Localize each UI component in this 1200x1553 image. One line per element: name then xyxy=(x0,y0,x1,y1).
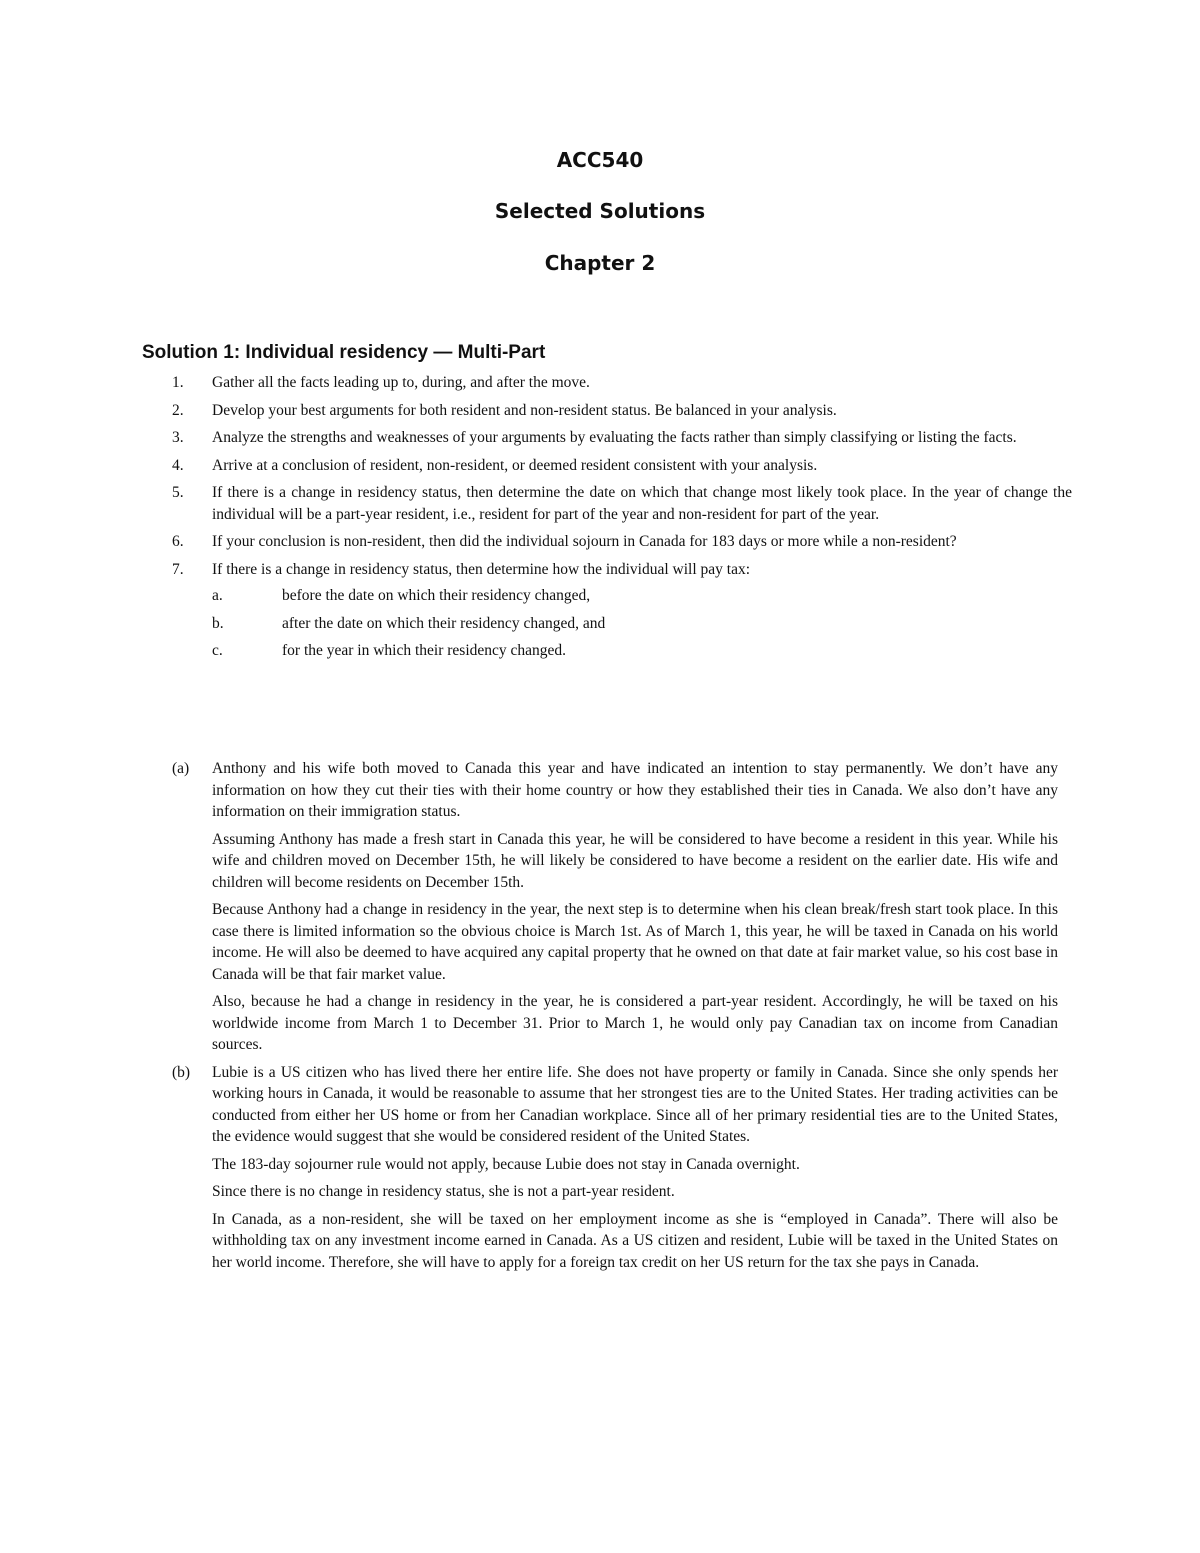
step-number: 2. xyxy=(172,401,184,419)
step-text: Arrive at a conclusion of resident, non-resident, or deemed resident consistent with your analysis. xyxy=(212,456,818,474)
step-item xyxy=(172,559,1072,662)
substep-text: before the date on which their residency changed, xyxy=(282,587,591,604)
step-number: 5. xyxy=(172,484,184,501)
step-number: 3. xyxy=(172,429,184,446)
step-item xyxy=(172,531,1072,553)
part-label: (b) xyxy=(172,1063,191,1081)
substep-item xyxy=(212,640,1072,662)
steps-list xyxy=(172,372,1072,668)
substep-letter: c. xyxy=(212,642,223,659)
step-number: 7. xyxy=(172,560,184,578)
substep-text: after the date on which their residency changed, and xyxy=(282,614,606,632)
part-paragraph: Assuming Anthony has made a fresh start in Canada this year, he will be considered to have become a resident in this year. While his wife and children moved on December 15th, he will likely be considered to have become a resident on the earlier date. His wife and children will become residents on December 15th. xyxy=(212,830,1058,891)
substep-item xyxy=(212,585,1072,607)
part-paragraph: Since there is no change in residency status, she is not a part-year resident. xyxy=(212,1183,675,1200)
answer-parts xyxy=(172,758,1058,1279)
part-paragraph: The 183-day sojourner rule would not apply, because Lubie does not stay in Canada overnight. xyxy=(212,1155,800,1173)
part-paragraph: In Canada, as a non-resident, she will be taxed on her employment income as she is “employed in Canada”. There will also be withholding tax on any investment income earned in Canada. As a US citizen and resident, Lubie will be taxed in the United States on her world income. Therefore, she will have to apply for a foreign tax credit on her US return for the tax she pays in Canada. xyxy=(212,1210,1058,1271)
substep-letter: b. xyxy=(212,614,224,632)
document-subtitle: Selected Solutions xyxy=(494,199,706,223)
step-item xyxy=(172,400,1072,422)
substeps-list xyxy=(212,585,1072,662)
chapter-title: Chapter 2 xyxy=(544,251,656,275)
part-paragraph: Lubie is a US citizen who has lived there her entire life. She does not have property or family in Canada. Since she only spends her working hours in Canada, it would be reasonable to assume that her strongest ties are to the United States. Her trading activities can be conducted from either her US home or from her Canadian workplace. Since all of her primary residential ties are to the United States, the evidence would suggest that she would be considered resident of the United States. xyxy=(212,1063,1058,1145)
step-number: 1. xyxy=(172,374,184,391)
step-text: Gather all the facts leading up to, during, and after the move. xyxy=(212,374,590,391)
step-item xyxy=(172,482,1072,525)
part-b xyxy=(172,1062,1058,1274)
step-item xyxy=(172,427,1072,449)
step-text: If there is a change in residency status, then determine how the individual will pay tax: xyxy=(212,560,751,578)
part-paragraph: Because Anthony had a change in residency in the year, the next step is to determine when his clean break/fresh start took place. In this case there is limited information so the obvious choice is March 1st. As of March 1, this year, he will be taxed in Canada on his world income. He will also be deemed to have acquired any capital property that he owned on that date at fair market value, so his cost base in Canada will be that fair market value. xyxy=(212,901,1058,983)
step-text: If there is a change in residency status, then determine the date on which that change most likely took place. In the year of change the individual will be a part-year resident, i.e., resident for part of the year and non-resident for part of the year. xyxy=(212,484,1072,523)
step-text: If your conclusion is non-resident, then did the individual sojourn in Canada for 183 days or more while a non-resident? xyxy=(212,533,957,550)
part-a xyxy=(172,758,1058,1056)
step-number: 6. xyxy=(172,533,184,550)
substep-letter: a. xyxy=(212,587,223,604)
section-heading: Solution 1: Individual residency — Multi-Part xyxy=(142,342,546,363)
course-title: ACC540 xyxy=(556,148,644,172)
substep-text: for the year in which their residency changed. xyxy=(282,642,567,659)
step-item xyxy=(172,372,1072,394)
step-text: Analyze the strengths and weaknesses of your arguments by evaluating the facts rather than simply classifying or listing the facts. xyxy=(212,429,1017,446)
step-item xyxy=(172,455,1072,477)
substep-item xyxy=(212,613,1072,635)
part-label: (a) xyxy=(172,760,190,777)
step-number: 4. xyxy=(172,456,184,474)
part-paragraph: Also, because he had a change in residency in the year, he is considered a part-year resident. Accordingly, he will be taxed on his worldwide income from March 1 to December 31. Prior to March 1, he would only pay Canadian tax on income from Canadian sources. xyxy=(212,993,1058,1053)
step-text: Develop your best arguments for both resident and non-resident status. Be balanced in your analysis. xyxy=(212,401,837,419)
part-paragraph: Anthony and his wife both moved to Canada this year and have indicated an intention to stay permanently. We don’t have any information on how they cut their ties with their home country or how they established their ties in Canada. We also don’t have any information on their immigration status. xyxy=(212,760,1058,820)
